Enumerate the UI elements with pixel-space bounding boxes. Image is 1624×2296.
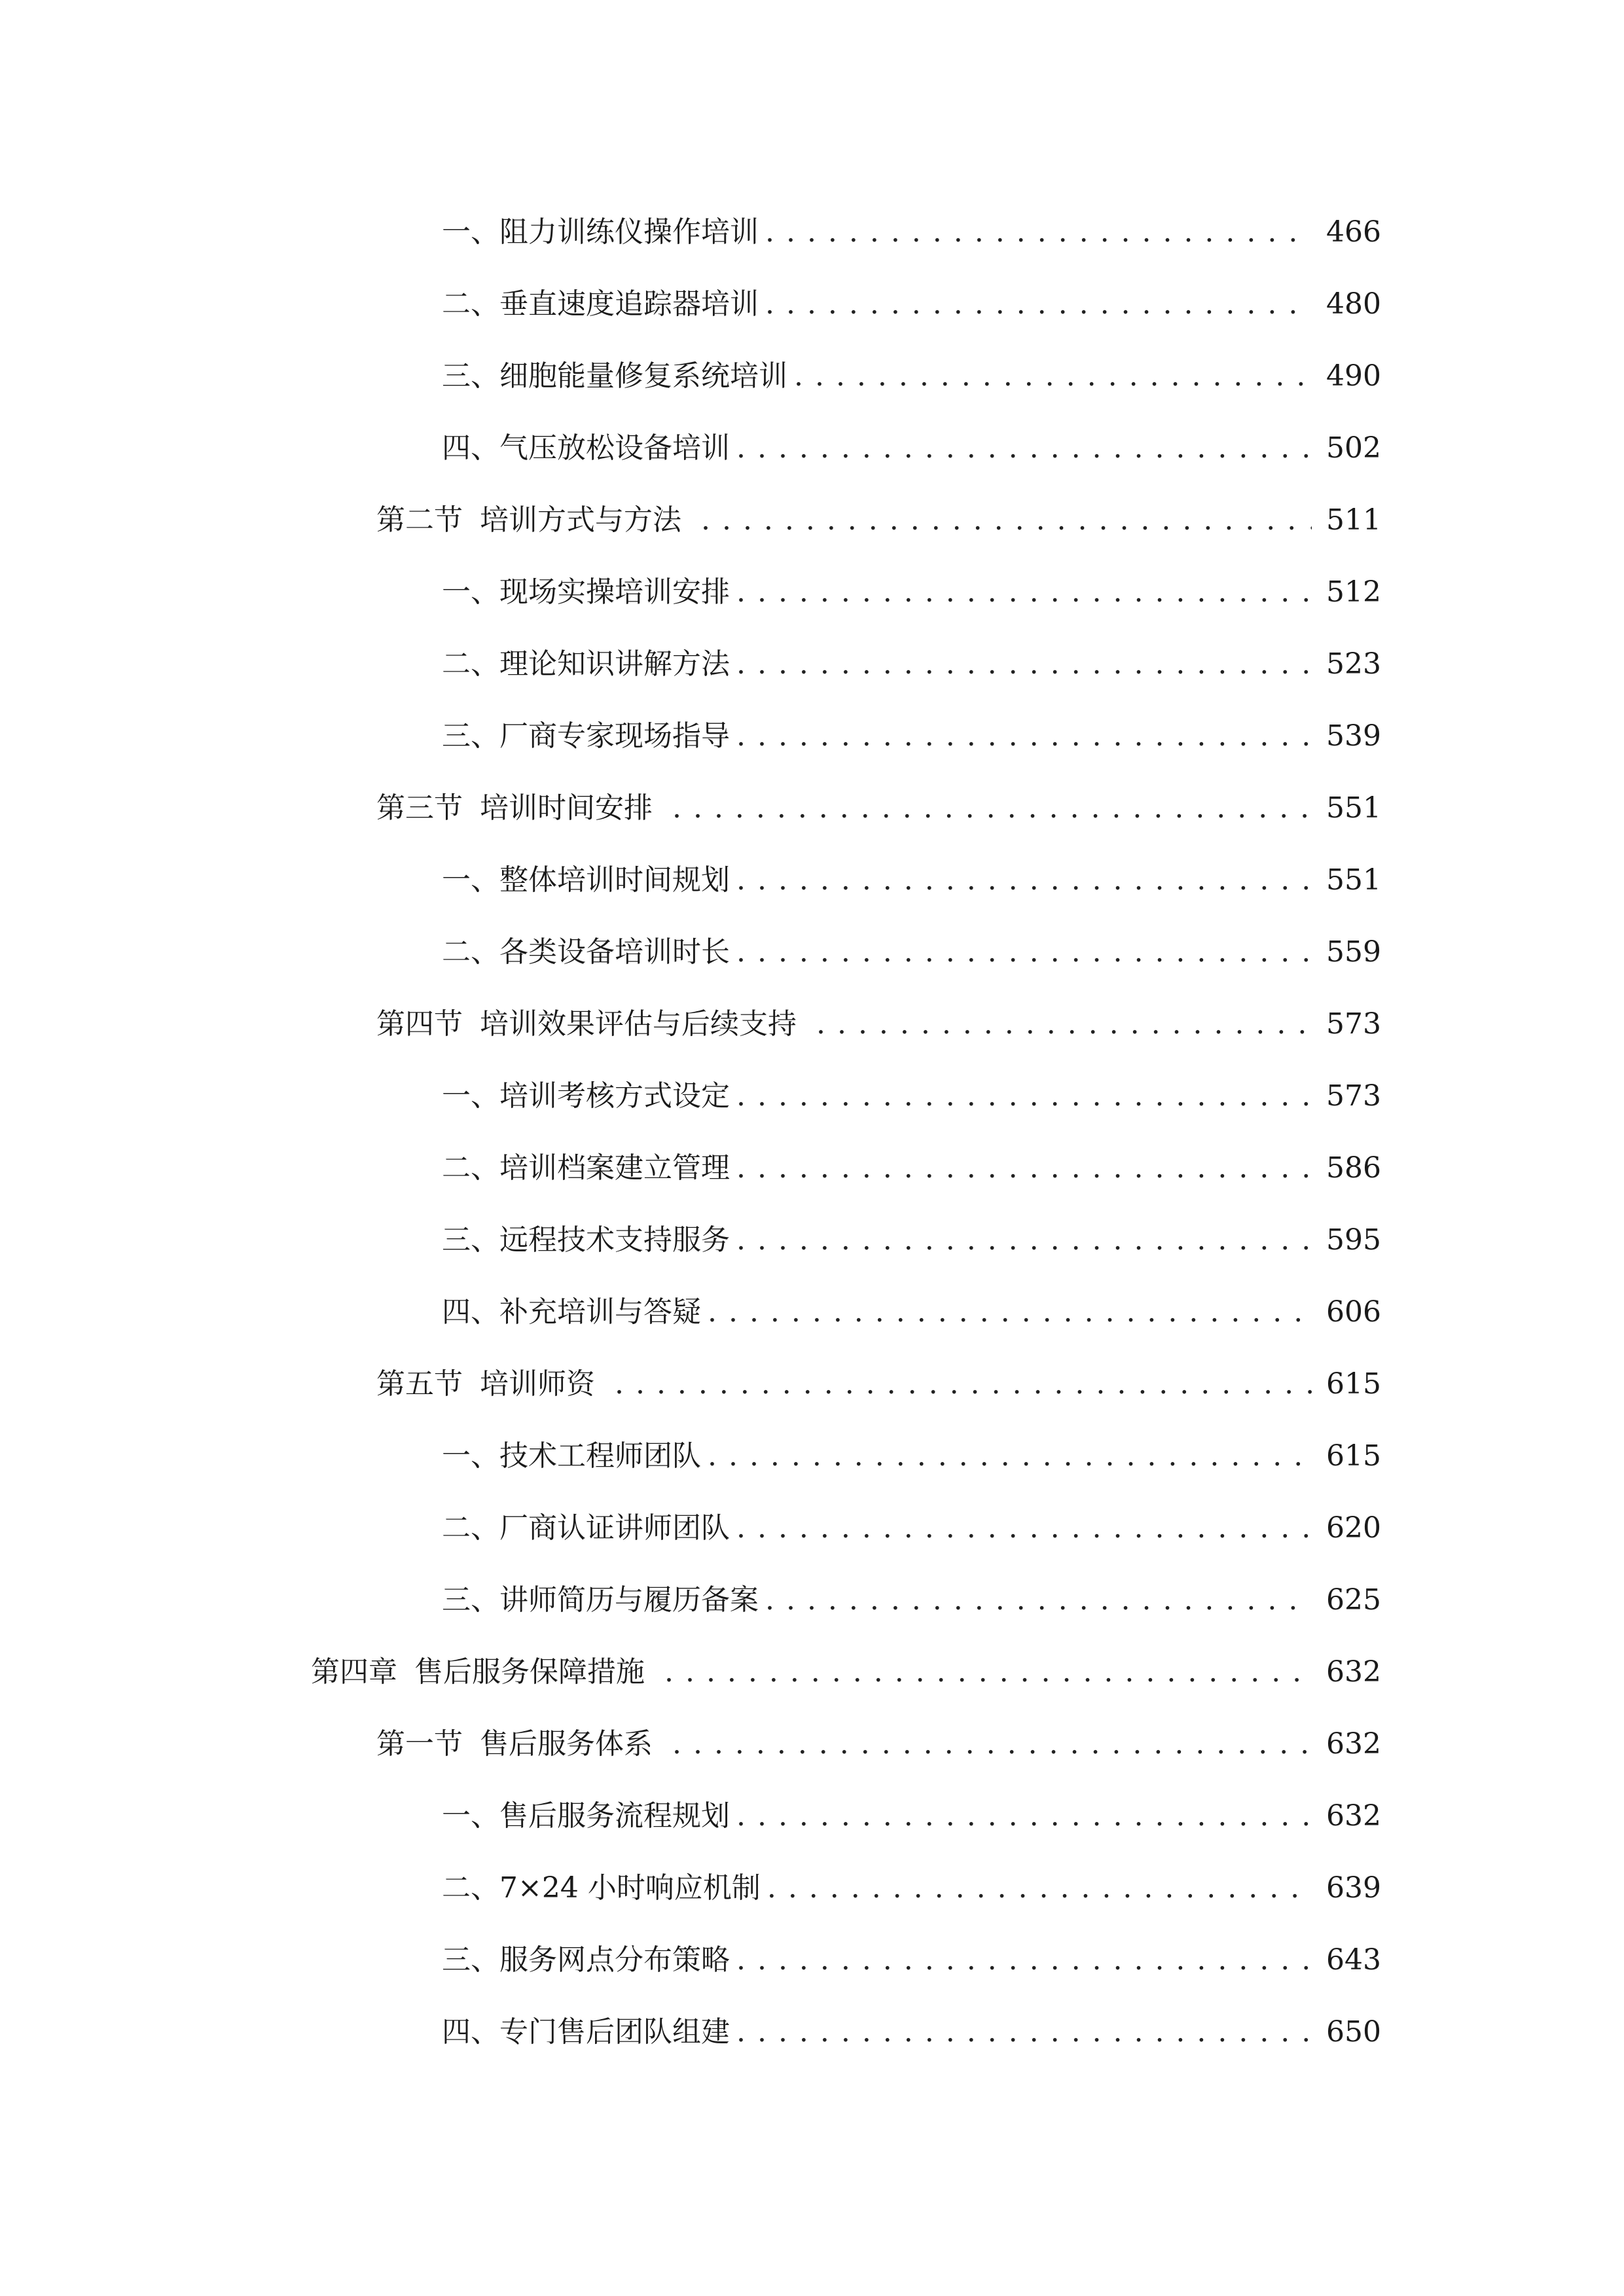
toc-entry-page: 551: [1326, 791, 1381, 825]
toc-entry-title: 培训考核方式设定: [499, 1079, 730, 1113]
dot-leader: [816, 1010, 1312, 1039]
toc-entry-title: 现场实操培训安排: [499, 575, 730, 609]
dot-leader: [736, 1514, 1312, 1543]
toc-entry-page: 595: [1326, 1223, 1381, 1257]
dot-leader: [736, 1802, 1312, 1831]
toc-entry-title: 补充培训与答疑: [499, 1295, 701, 1329]
dot-leader: [765, 290, 1312, 319]
toc-entry-number: 三、: [442, 719, 499, 753]
toc-entry-page: 539: [1326, 719, 1381, 753]
dot-leader: [736, 722, 1312, 751]
toc-entry-title: 技术工程师团队: [499, 1439, 701, 1473]
dot-leader: [765, 218, 1312, 247]
toc-entry-title: 讲师简历与履历备案: [499, 1583, 759, 1617]
dot-leader: [736, 938, 1312, 967]
toc-entry-page: 632: [1326, 1655, 1381, 1689]
toc-entry-title: 各类设备培训时长: [499, 935, 730, 969]
toc-entry[interactable]: [0, 772, 1624, 844]
toc-entry-title: 服务网点分布策略: [499, 1943, 730, 1977]
toc-entry-number: 四、: [442, 431, 499, 465]
toc-entry-page: 615: [1326, 1367, 1381, 1401]
dot-leader: [736, 866, 1312, 895]
toc-entry[interactable]: [0, 1780, 1624, 1852]
toc-entry-page: 620: [1326, 1511, 1381, 1545]
dot-leader: [736, 1154, 1312, 1183]
toc-entry-page: 512: [1326, 575, 1381, 609]
toc-entry-title: 7×24 小时响应机制: [499, 1871, 761, 1905]
toc-entry[interactable]: [0, 988, 1624, 1060]
toc-entry-number: 三、: [442, 1943, 499, 1977]
toc-entry-page: 650: [1326, 2015, 1381, 2049]
toc-entry-page: 523: [1326, 647, 1381, 681]
toc-entry-page: 573: [1326, 1079, 1381, 1113]
toc-entry[interactable]: [0, 1924, 1624, 1996]
toc-entry[interactable]: [0, 1204, 1624, 1276]
toc-entry-number: 二、: [442, 287, 499, 321]
toc-entry-number: 一、: [442, 215, 499, 249]
toc-entry[interactable]: [0, 340, 1624, 412]
toc-entry[interactable]: [0, 484, 1624, 556]
toc-entry[interactable]: [0, 1492, 1624, 1564]
toc-entry-number: 第二节: [376, 503, 463, 537]
toc-entry-title: 培训效果评估与后续支持: [480, 1007, 797, 1041]
toc-entry[interactable]: [0, 916, 1624, 988]
toc-entry-number: 第四章: [311, 1655, 397, 1689]
dot-leader: [672, 794, 1312, 823]
toc-entry-page: 632: [1326, 1799, 1381, 1833]
toc-entry-page: 632: [1326, 1727, 1381, 1761]
toc-entry[interactable]: [0, 1276, 1624, 1348]
toc-entry-title: 气压放松设备培训: [499, 431, 730, 465]
dot-leader: [701, 506, 1312, 535]
toc-entry-page: 466: [1326, 215, 1381, 249]
toc-entry-number: 第三节: [376, 791, 463, 825]
toc-entry-title: 细胞能量修复系统培训: [499, 359, 787, 393]
dot-leader: [736, 1082, 1312, 1111]
toc-entry-title: 售后服务流程规划: [499, 1799, 730, 1833]
toc-entry-number: 二、: [442, 1871, 499, 1905]
toc-entry[interactable]: [0, 1420, 1624, 1492]
toc-entry-page: 480: [1326, 287, 1381, 321]
toc-entry[interactable]: [0, 556, 1624, 628]
toc-entry-page: 606: [1326, 1295, 1381, 1329]
toc-entry[interactable]: [0, 1996, 1624, 2068]
toc-entry-page: 643: [1326, 1943, 1381, 1977]
toc-entry-number: 一、: [442, 1079, 499, 1113]
toc-entry-number: 三、: [442, 359, 499, 393]
toc-entry-title: 培训档案建立管理: [499, 1151, 730, 1185]
toc-entry-page: 625: [1326, 1583, 1381, 1617]
toc-entry[interactable]: [0, 412, 1624, 484]
toc-entry-number: 三、: [442, 1223, 499, 1257]
toc-entry[interactable]: [0, 1132, 1624, 1204]
toc-entry-title: 理论知识讲解方法: [499, 647, 730, 681]
toc-entry[interactable]: [0, 700, 1624, 772]
toc-entry-page: 573: [1326, 1007, 1381, 1041]
toc-entry-title: 售后服务保障措施: [414, 1655, 645, 1689]
toc-entry-number: 二、: [442, 1151, 499, 1185]
dot-leader: [672, 1730, 1312, 1759]
toc-entry-page: 551: [1326, 863, 1381, 897]
dot-leader: [794, 362, 1312, 391]
toc-entry-number: 第四节: [376, 1007, 463, 1041]
dot-leader: [736, 1946, 1312, 1975]
dot-leader: [664, 1658, 1312, 1687]
toc-entry-number: 第一节: [376, 1727, 463, 1761]
toc-entry[interactable]: [0, 1852, 1624, 1924]
dot-leader: [708, 1298, 1312, 1327]
toc-entry-page: 615: [1326, 1439, 1381, 1473]
dot-leader: [765, 1586, 1312, 1615]
toc-entry-number: 三、: [442, 1583, 499, 1617]
toc-entry-title: 售后服务体系: [480, 1727, 653, 1761]
toc-entry-number: 一、: [442, 575, 499, 609]
toc-entry-page: 639: [1326, 1871, 1381, 1905]
toc-entry-title: 厂商专家现场指导: [499, 719, 730, 753]
toc-entry-number: 四、: [442, 1295, 499, 1329]
toc-entry-number: 一、: [442, 1439, 499, 1473]
toc-entry-page: 586: [1326, 1151, 1381, 1185]
toc-entry-page: 502: [1326, 431, 1381, 465]
dot-leader: [736, 1226, 1312, 1255]
toc-entry-title: 培训方式与方法: [480, 503, 681, 537]
toc-entry-title: 垂直速度追踪器培训: [499, 287, 759, 321]
toc-entry-title: 专门售后团队组建: [499, 2015, 730, 2049]
dot-leader: [736, 434, 1312, 463]
toc-entry-page: 559: [1326, 935, 1381, 969]
toc-entry[interactable]: [0, 628, 1624, 700]
toc-entry[interactable]: [0, 1348, 1624, 1420]
toc-entry[interactable]: [0, 1060, 1624, 1132]
toc-entry-number: 二、: [442, 1511, 499, 1545]
dot-leader: [736, 2018, 1312, 2047]
toc-entry-number: 一、: [442, 863, 499, 897]
toc-entry[interactable]: [0, 1636, 1624, 1708]
toc-entry-title: 远程技术支持服务: [499, 1223, 730, 1257]
toc-entry[interactable]: [0, 196, 1624, 268]
toc-entry-number: 二、: [442, 935, 499, 969]
toc-entry-title: 阻力训练仪操作培训: [499, 215, 759, 249]
toc-entry-number: 四、: [442, 2015, 499, 2049]
toc-entry-title: 培训时间安排: [480, 791, 653, 825]
toc-entry-number: 二、: [442, 647, 499, 681]
toc-entry[interactable]: [0, 1708, 1624, 1780]
toc-entry-title: 培训师资: [480, 1367, 595, 1401]
toc-entry-page: 490: [1326, 359, 1381, 393]
dot-leader: [708, 1442, 1312, 1471]
toc-entry[interactable]: [0, 268, 1624, 340]
toc-entry[interactable]: [0, 844, 1624, 916]
dot-leader: [615, 1370, 1312, 1399]
toc-entry-page: 511: [1326, 503, 1381, 537]
dot-leader: [736, 578, 1312, 607]
toc-entry-number: 一、: [442, 1799, 499, 1833]
toc-entry-title: 厂商认证讲师团队: [499, 1511, 730, 1545]
table-of-contents: [0, 196, 1624, 2068]
toc-entry-title: 整体培训时间规划: [499, 863, 730, 897]
toc-entry-number: 第五节: [376, 1367, 463, 1401]
dot-leader: [736, 650, 1312, 679]
toc-entry[interactable]: [0, 1564, 1624, 1636]
dot-leader: [767, 1874, 1312, 1903]
